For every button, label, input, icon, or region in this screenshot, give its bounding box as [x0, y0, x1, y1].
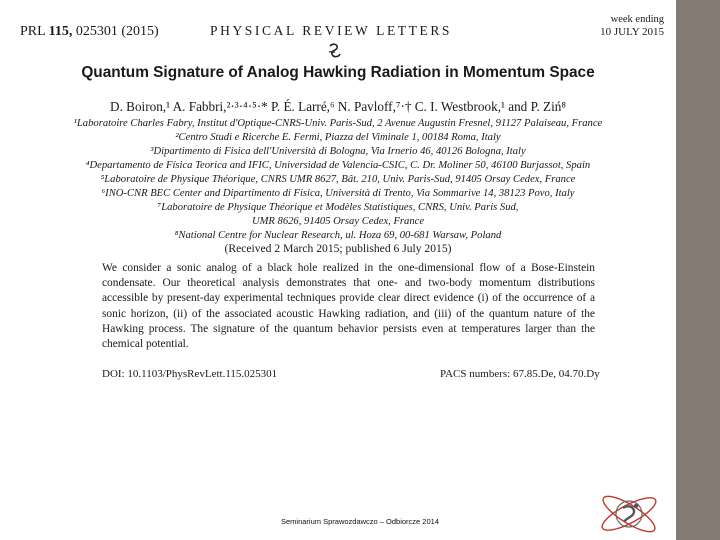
- received-dates: (Received 2 March 2015; published 6 July 2015): [224, 242, 452, 255]
- affiliation-7-cont: UMR 8626, 91405 Orsay Cedex, France: [251, 216, 425, 227]
- affiliation-7: ⁷Laboratoire de Physique Théorique et Modèles Statistiques, CNRS, Univ. Paris Sud,: [157, 202, 519, 213]
- paper-title: Quantum Signature of Analog Hawking Radiation in Momentum Space: [81, 64, 595, 81]
- doi-link[interactable]: DOI: 10.1103/PhysRevLett.115.025301: [102, 368, 278, 380]
- abstract-line: Hawking process. The signature of the quantum behavior persists even at temperatures larger than the: [102, 322, 595, 335]
- affiliation-1: ¹Laboratoire Charles Fabry, Institut d'Optique-CNRS-Univ. Paris-Sud, 2 Avenue Augustin Fresnel, 91127 Palaiseau, France: [73, 118, 603, 129]
- slide-sidebar: [676, 0, 720, 540]
- slide-footer: Seminarium Sprawozdawczo – Odbiorcze 2014: [281, 517, 439, 526]
- issue-date: [560, 14, 664, 38]
- abstract-line: sonic horizon, (ii) of the associated acoustic Hawking radiation, and (iii) of the quantum nature of the: [102, 307, 595, 320]
- abstract-line: accessible by present-day experimental techniques provide clear direct evidence (i) of the occurrence of a: [102, 292, 595, 305]
- journal-name: PHYSICAL REVIEW LETTERS: [210, 23, 453, 38]
- author-list: D. Boiron,¹ A. Fabbri,²·³·⁴·⁵·* P. É. Larré,⁶ N. Pavloff,⁷·† C. I. Westbrook,¹ and P. Ziń⁸: [110, 99, 566, 114]
- affiliation-5: ⁵Laboratoire de Physique Théorique, CNRS UMR 8627, Bât. 210, Univ. Paris-Sud, 91405 Orsay Cedex, France: [100, 174, 576, 185]
- affiliation-6: ⁶INO-CNR BEC Center and Dipartimento di Fisica, Università di Trento, Via Sommarive 14, 38123 Povo, Italy: [101, 188, 575, 199]
- issue-date-value: 10 JULY 2015: [600, 26, 664, 38]
- institute-logo-icon: [596, 488, 662, 538]
- journal-reference: [20, 24, 159, 40]
- journal-volume: 115,: [48, 24, 73, 39]
- week-ending-label: week ending: [610, 14, 664, 25]
- abstract: [102, 261, 595, 352]
- affiliation-8: ⁸National Centre for Nuclear Research, ul. Hoza 69, 00-681 Warsaw, Poland: [174, 230, 502, 241]
- abstract-line: We consider a sonic analog of a black hole realized in the one-dimensional flow of a Bose-Einstein: [102, 262, 595, 274]
- pacs-numbers: PACS numbers: 67.85.De, 04.70.Dy: [440, 368, 600, 380]
- journal-abbrev: PRL: [20, 24, 49, 39]
- affiliation-3: ³Dipartimento di Fisica dell'Università di Bologna, Via Irnerio 46, 40126 Bologna, Italy: [150, 146, 526, 157]
- affiliation-2: ²Centro Studi e Ricerche E. Fermi, Piazza del Viminale 1, 00184 Roma, Italy: [175, 132, 501, 143]
- abstract-line: chemical potential.: [102, 338, 189, 351]
- affiliation-4: ⁴Departamento de Física Teorica and IFIC, Universidad de Valencia-CSIC, C. Dr. Moliner 50, 46100 Burjassot, Spain: [85, 160, 591, 171]
- article-number: 025301 (2015): [72, 24, 159, 39]
- abstract-line: condensate. Our theoretical analysis demonstrates that one- and two-body momentum distributions: [102, 277, 595, 290]
- journal-logo-icon: [326, 42, 344, 60]
